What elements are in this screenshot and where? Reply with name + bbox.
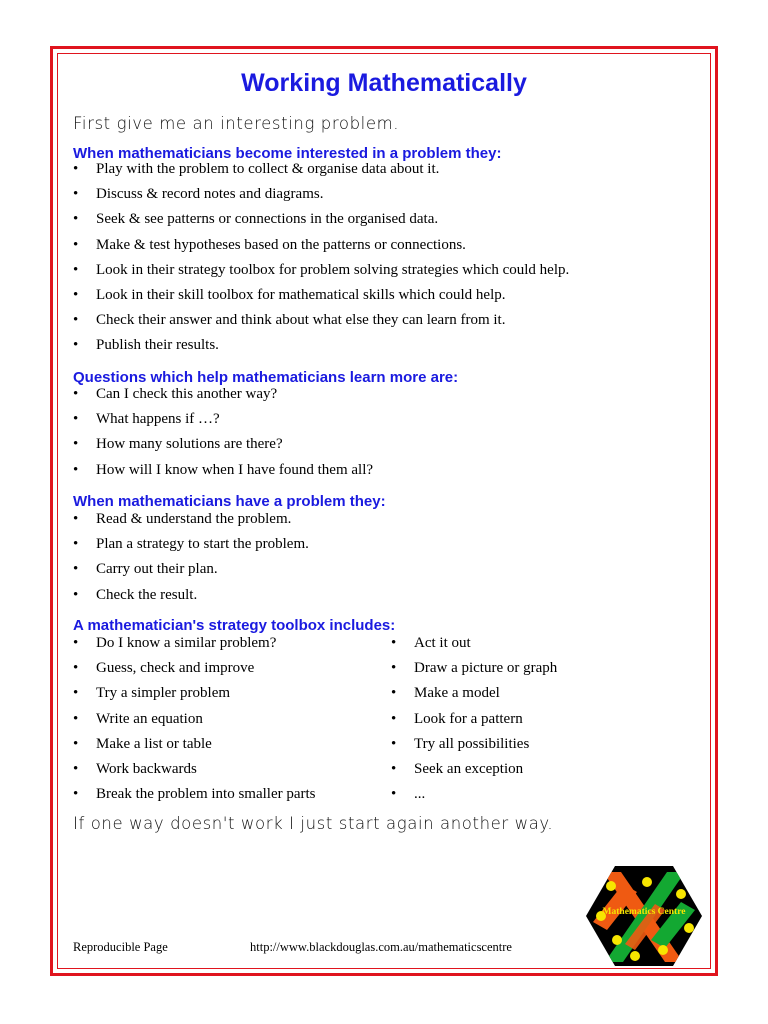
list-item: • Publish their results. [73,333,569,358]
list-item: • Draw a picture or graph [391,656,557,681]
list-item: • Can I check this another way? [73,382,373,407]
list-item: • Try all possibilities [391,732,557,757]
list-item: • Seek & see patterns or connections in the organised data. [73,207,569,232]
list-item: • Work backwards [73,757,316,782]
intro-line: First give me an interesting problem. [73,114,400,133]
list-item: • Break the problem into smaller parts [73,782,316,807]
logo-label: Mathematics Centre [602,907,686,917]
heading-interested: When mathematicians become interested in a problem they: [73,145,502,162]
list-item: • How will I know when I have found them all? [73,458,373,483]
list-item: • Try a simpler problem [73,681,316,706]
list-item: • Seek an exception [391,757,557,782]
list-item: • Look in their strategy toolbox for problem solving strategies which could help. [73,258,569,283]
list-item: • How many solutions are there? [73,432,373,457]
list-item: • Look for a pattern [391,707,557,732]
list-toolbox-left [73,631,316,807]
heading-toolbox: A mathematician's strategy toolbox includes: [73,617,396,634]
list-item: • Guess, check and improve [73,656,316,681]
list-item: • Make a model [391,681,557,706]
list-item: • What happens if …? [73,407,373,432]
closing-line: If one way doesn't work I just start again another way. [73,814,554,833]
list-interested [73,157,569,359]
list-questions [73,382,373,483]
list-toolbox-right [391,631,557,807]
list-item: • Write an equation [73,707,316,732]
list-item: • Do I know a similar problem? [73,631,316,656]
page-title: Working Mathematically [241,69,527,97]
list-item: • Check the result. [73,583,309,608]
list-item: • Discuss & record notes and diagrams. [73,182,569,207]
list-item: • Check their answer and think about what else they can learn from it. [73,308,569,333]
list-item: • Plan a strategy to start the problem. [73,532,309,557]
mathematics-centre-logo [585,864,703,968]
list-item: • Act it out [391,631,557,656]
heading-questions: Questions which help mathematicians learn more are: [73,369,459,386]
list-item: • Play with the problem to collect & organise data about it. [73,157,569,182]
list-item: • Read & understand the problem. [73,507,309,532]
list-item: • Make a list or table [73,732,316,757]
list-item: • ... [391,782,557,807]
list-item: • Carry out their plan. [73,557,309,582]
list-item: • Look in their skill toolbox for mathematical skills which could help. [73,283,569,308]
footer-left: Reproducible Page [73,940,168,954]
footer-url[interactable]: http://www.blackdouglas.com.au/mathematicscentre [250,940,512,954]
heading-problem: When mathematicians have a problem they: [73,493,386,510]
list-problem [73,507,309,608]
list-item: • Make & test hypotheses based on the patterns or connections. [73,233,569,258]
